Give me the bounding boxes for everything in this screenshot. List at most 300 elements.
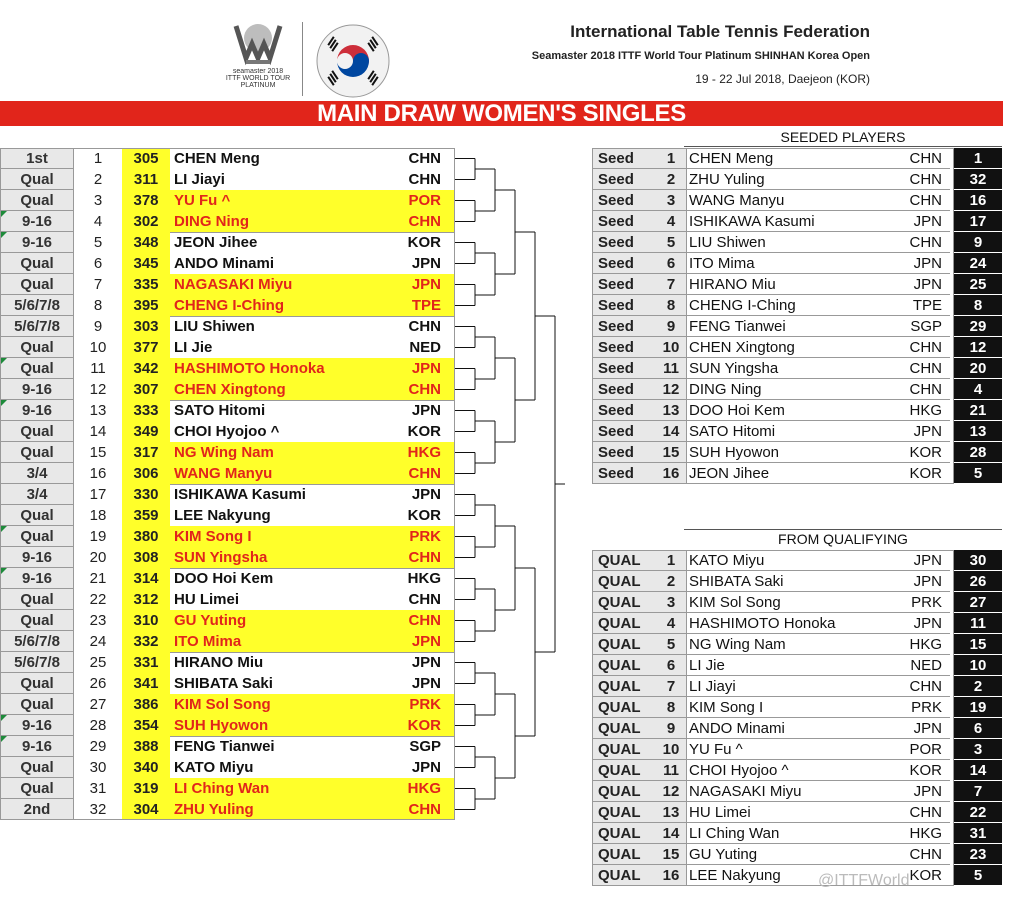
seeded-player-country: CHN	[909, 150, 942, 167]
qualifying-draw-position: 3	[954, 739, 1002, 760]
seeded-player-cell	[686, 253, 950, 274]
draw-seed-label-text: 3/4	[26, 486, 48, 503]
draw-position: 2	[93, 171, 103, 188]
draw-player-name: FENG Tianwei	[174, 738, 275, 755]
seeded-players-title: SEEDED PLAYERS	[780, 129, 906, 145]
draw-player-name: ZHU Yuling	[174, 801, 254, 818]
seeded-player-name: SATO Hitomi	[689, 423, 776, 440]
qualifying-row	[592, 697, 1002, 718]
qualifying-label: QUAL	[592, 697, 656, 718]
seeded-player-name: CHEN Xingtong	[689, 339, 795, 356]
seeded-player-country: TPE	[912, 297, 942, 314]
qualifying-player-country: HKG	[909, 825, 942, 842]
draw-seed-label-text: Qual	[20, 612, 54, 629]
draw-seed-label-text: 5/6/7/8	[14, 654, 60, 671]
draw-seed-label-text: 9-16	[21, 738, 53, 755]
event-date: 19 - 22 Jul 2018, Daejeon (KOR)	[695, 72, 870, 86]
draw-player-name: ITO Mima	[174, 633, 242, 650]
seeded-draw-position: 24	[954, 253, 1002, 274]
seeded-number: 5	[656, 232, 686, 253]
draw-position: 10	[89, 339, 107, 356]
draw-player-name: DING Ning	[174, 213, 249, 230]
qualifying-draw-position: 23	[954, 844, 1002, 865]
seeded-player-cell	[686, 211, 950, 232]
seeded-row	[592, 442, 1002, 463]
seeded-row	[592, 274, 1002, 295]
draw-position: 3	[93, 192, 103, 209]
seeded-number: 12	[656, 379, 686, 400]
seeded-player-country: CHN	[909, 192, 942, 209]
draw-player-id: 333	[122, 400, 170, 421]
draw-player-name: SHIBATA Saki	[174, 675, 273, 692]
qualifying-player-cell	[686, 844, 950, 865]
draw-seed-label-text: 9-16	[21, 402, 53, 419]
seeded-player-name: DOO Hoi Kem	[689, 402, 785, 419]
logo-line-2: ITTF WORLD TOUR	[225, 75, 291, 82]
draw-player-country: HKG	[407, 570, 441, 587]
seeded-label: Seed	[592, 232, 656, 253]
seeded-number: 10	[656, 337, 686, 358]
seeded-label: Seed	[592, 148, 656, 169]
seeded-number: 6	[656, 253, 686, 274]
qualifying-row	[592, 823, 1002, 844]
seeded-label: Seed	[592, 358, 656, 379]
seeded-row	[592, 358, 1002, 379]
draw-player-name: HU Limei	[174, 591, 240, 608]
seeded-draw-position: 21	[954, 400, 1002, 421]
qualifying-player-country: JPN	[913, 552, 942, 569]
seeded-draw-position: 1	[954, 148, 1002, 169]
draw-seed-label-text: 9-16	[21, 213, 53, 230]
draw-player-country: CHN	[408, 465, 441, 482]
org-name: International Table Tennis Federation	[570, 22, 870, 41]
qualifying-row	[592, 781, 1002, 802]
draw-seed-label-text: Qual	[20, 675, 54, 692]
draw-position: 23	[89, 612, 107, 629]
qualifying-player-country: CHN	[909, 804, 942, 821]
draw-player-name: CHEN Xingtong	[174, 381, 286, 398]
draw-player-id: 345	[122, 253, 170, 274]
draw-player-country: TPE	[411, 297, 441, 314]
seeded-player-cell	[686, 190, 950, 211]
seeded-draw-position: 8	[954, 295, 1002, 316]
draw-seed-label-text: 5/6/7/8	[14, 633, 60, 650]
draw-position: 7	[93, 276, 103, 293]
draw-player-id: 311	[122, 169, 170, 190]
seeded-player-name: SUN Yingsha	[689, 360, 779, 377]
seeded-player-country: CHN	[909, 360, 942, 377]
qualifying-draw-position: 15	[954, 634, 1002, 655]
qualifying-player-name: YU Fu ^	[689, 741, 743, 758]
qualifying-player-cell	[686, 802, 950, 823]
draw-player-name: JEON Jihee	[174, 234, 258, 251]
draw-player-id: 377	[122, 337, 170, 358]
seeded-label: Seed	[592, 316, 656, 337]
draw-player-id: 304	[122, 799, 170, 820]
qualifying-draw-position: 5	[954, 865, 1002, 886]
qualifying-row	[592, 613, 1002, 634]
draw-seed-label-text: Qual	[20, 444, 54, 461]
seeded-number: 11	[656, 358, 686, 379]
seeded-row	[592, 211, 1002, 232]
draw-player-country: JPN	[411, 675, 441, 692]
draw-player-country: HKG	[407, 444, 441, 461]
draw-seed-label-text: 2nd	[23, 801, 51, 818]
qualifying-label: QUAL	[592, 823, 656, 844]
qualifying-player-cell	[686, 634, 950, 655]
watermark: @ITTFWorld	[818, 872, 910, 889]
seeded-player-name: DING Ning	[689, 381, 762, 398]
draw-position: 4	[93, 213, 103, 230]
qualifying-player-country: JPN	[913, 783, 942, 800]
qualifying-label: QUAL	[592, 865, 656, 886]
qualifying-player-name: HASHIMOTO Honoka	[689, 615, 836, 632]
seeded-label: Seed	[592, 253, 656, 274]
seeded-player-country: JPN	[913, 255, 942, 272]
draw-seed-label-text: Qual	[20, 171, 54, 188]
draw-player-country: NED	[409, 339, 441, 356]
qualifying-number: 2	[656, 571, 686, 592]
qualifying-player-name: LI Jie	[689, 657, 725, 674]
qualifying-draw-position: 2	[954, 676, 1002, 697]
seeded-row	[592, 253, 1002, 274]
qualifying-number: 12	[656, 781, 686, 802]
draw-seed-label-text: Qual	[20, 360, 54, 377]
qualifying-row	[592, 550, 1002, 571]
draw-position: 15	[89, 444, 107, 461]
seeded-player-cell	[686, 463, 950, 484]
qualifying-player-cell	[686, 823, 950, 844]
seeded-player-country: JPN	[913, 423, 942, 440]
draw-player-name: GU Yuting	[174, 612, 247, 629]
qualifying-number: 16	[656, 865, 686, 886]
draw-player-country: CHN	[408, 801, 441, 818]
qualifying-row	[592, 571, 1002, 592]
qualifying-draw-position: 27	[954, 592, 1002, 613]
qualifying-number: 11	[656, 760, 686, 781]
seeded-player-country: JPN	[913, 276, 942, 293]
draw-seed-label-text: Qual	[20, 591, 54, 608]
draw-seed-label-text: 5/6/7/8	[14, 318, 60, 335]
main-draw-title: MAIN DRAW WOMEN'S SINGLES	[317, 100, 686, 127]
draw-seed-label-text: 9-16	[21, 381, 53, 398]
qualifying-number: 3	[656, 592, 686, 613]
seeded-player-country: CHN	[909, 171, 942, 188]
draw-player-country: KOR	[407, 507, 441, 524]
seeded-number: 1	[656, 148, 686, 169]
qualifying-draw-position: 31	[954, 823, 1002, 844]
seeded-label: Seed	[592, 274, 656, 295]
draw-player-id: 307	[122, 379, 170, 400]
draw-seed-label-text: 3/4	[26, 465, 48, 482]
seeded-row	[592, 316, 1002, 337]
draw-position: 9	[93, 318, 103, 335]
qualifying-number: 5	[656, 634, 686, 655]
draw-player-id: 306	[122, 463, 170, 484]
seeded-row	[592, 295, 1002, 316]
qualifying-player-name: ANDO Minami	[689, 720, 785, 737]
qualifying-player-name: SHIBATA Saki	[689, 573, 784, 590]
seeded-number: 13	[656, 400, 686, 421]
seeded-label: Seed	[592, 421, 656, 442]
draw-position: 19	[89, 528, 107, 545]
draw-player-id: 330	[122, 484, 170, 505]
seeded-title-underline	[684, 146, 1002, 147]
qualifying-player-cell	[686, 718, 950, 739]
draw-position: 14	[89, 423, 107, 440]
draw-player-name: LI Ching Wan	[174, 780, 270, 797]
qualifying-player-cell	[686, 697, 950, 718]
draw-player-id: 340	[122, 757, 170, 778]
draw-player-country: CHN	[408, 381, 441, 398]
draw-player-id: 317	[122, 442, 170, 463]
qualifying-row	[592, 676, 1002, 697]
seeded-player-name: WANG Manyu	[689, 192, 785, 209]
seeded-number: 4	[656, 211, 686, 232]
seeded-draw-position: 9	[954, 232, 1002, 253]
draw-player-id: 349	[122, 421, 170, 442]
qualifying-player-country: KOR	[909, 867, 942, 884]
event-name: Seamaster 2018 ITTF World Tour Platinum SHINHAN Korea Open	[531, 50, 870, 62]
draw-player-id: 380	[122, 526, 170, 547]
qualifying-player-name: NAGASAKI Miyu	[689, 783, 802, 800]
draw-seed-label-text: Qual	[20, 528, 54, 545]
qualifying-player-country: JPN	[913, 573, 942, 590]
draw-player-id: 331	[122, 652, 170, 673]
draw-position: 24	[89, 633, 107, 650]
seeded-number: 14	[656, 421, 686, 442]
draw-player-country: CHN	[408, 612, 441, 629]
draw-player-name: SUH Hyowon	[174, 717, 269, 734]
seeded-draw-position: 25	[954, 274, 1002, 295]
draw-position: 5	[93, 234, 103, 251]
qualifying-player-name: KIM Sol Song	[689, 594, 781, 611]
qualifying-row	[592, 634, 1002, 655]
seeded-player-name: JEON Jihee	[689, 465, 770, 482]
seeded-row	[592, 421, 1002, 442]
seeded-label: Seed	[592, 463, 656, 484]
qualifying-label: QUAL	[592, 592, 656, 613]
seeded-label: Seed	[592, 379, 656, 400]
seeded-draw-position: 16	[954, 190, 1002, 211]
qualifying-row	[592, 802, 1002, 823]
draw-player-id: 305	[122, 148, 170, 169]
seeded-player-name: LIU Shiwen	[689, 234, 766, 251]
draw-seed-label-text: Qual	[20, 759, 54, 776]
qualifying-label: QUAL	[592, 739, 656, 760]
qualifying-player-name: LI Jiayi	[689, 678, 736, 695]
seeded-row	[592, 148, 1002, 169]
draw-seed-label-text: Qual	[20, 780, 54, 797]
qualifying-number: 1	[656, 550, 686, 571]
draw-player-country: CHN	[408, 549, 441, 566]
logo-line-3: PLATINUM	[240, 82, 276, 89]
qualifying-number: 4	[656, 613, 686, 634]
seeded-player-name: FENG Tianwei	[689, 318, 786, 335]
seeded-draw-position: 13	[954, 421, 1002, 442]
draw-player-name: CHOI Hyojoo ^	[174, 423, 280, 440]
draw-player-country: KOR	[407, 423, 441, 440]
qualifying-player-country: CHN	[909, 846, 942, 863]
draw-position: 25	[89, 654, 107, 671]
qualifying-player-country: PRK	[911, 594, 942, 611]
draw-position: 30	[89, 759, 107, 776]
draw-player-id: 348	[122, 232, 170, 253]
seeded-player-cell	[686, 358, 950, 379]
draw-seed-label-text: 1st	[26, 150, 48, 167]
qualifying-label: QUAL	[592, 760, 656, 781]
qualifying-number: 14	[656, 823, 686, 844]
draw-position: 6	[93, 255, 103, 272]
qualifying-label: QUAL	[592, 676, 656, 697]
seeded-draw-position: 5	[954, 463, 1002, 484]
qualifying-draw-position: 26	[954, 571, 1002, 592]
seeded-player-cell	[686, 148, 950, 169]
seeded-player-country: KOR	[909, 444, 942, 461]
draw-player-id: 308	[122, 547, 170, 568]
qualifying-label: QUAL	[592, 802, 656, 823]
qualifying-player-name: CHOI Hyojoo ^	[689, 762, 789, 779]
qualifying-row	[592, 718, 1002, 739]
draw-player-name: LI Jiayi	[174, 171, 225, 188]
draw-seed-label-text: Qual	[20, 276, 54, 293]
seeded-player-name: CHENG I-Ching	[689, 297, 796, 314]
draw-seed-label-text: 9-16	[21, 234, 53, 251]
draw-player-country: JPN	[411, 654, 441, 671]
seeded-row	[592, 169, 1002, 190]
qualifying-draw-position: 7	[954, 781, 1002, 802]
seeded-label: Seed	[592, 442, 656, 463]
draw-player-name: HIRANO Miu	[174, 654, 264, 671]
qualifying-number: 6	[656, 655, 686, 676]
draw-position: 12	[89, 381, 107, 398]
qualifying-player-name: LEE Nakyung	[689, 867, 781, 884]
seeded-player-name: ITO Mima	[689, 255, 755, 272]
seeded-draw-position: 32	[954, 169, 1002, 190]
draw-player-country: JPN	[411, 402, 441, 419]
seeded-player-cell	[686, 337, 950, 358]
draw-player-id: 310	[122, 610, 170, 631]
qualifying-row	[592, 655, 1002, 676]
draw-player-country: JPN	[411, 276, 441, 293]
draw-player-country: KOR	[407, 717, 441, 734]
draw-position: 22	[89, 591, 107, 608]
draw-player-country: JPN	[411, 759, 441, 776]
draw-player-name: SATO Hitomi	[174, 402, 266, 419]
seeded-number: 9	[656, 316, 686, 337]
from-qualifying-title: FROM QUALIFYING	[778, 531, 908, 547]
seeded-player-cell	[686, 274, 950, 295]
qualifying-row	[592, 844, 1002, 865]
draw-player-country: PRK	[409, 696, 441, 713]
qualifying-player-country: JPN	[913, 615, 942, 632]
qualifying-number: 7	[656, 676, 686, 697]
draw-player-id: 303	[122, 316, 170, 337]
qualifying-player-country: KOR	[909, 762, 942, 779]
draw-seed-label-text: Qual	[20, 255, 54, 272]
qualifying-player-name: LI Ching Wan	[689, 825, 780, 842]
qualifying-player-country: PRK	[911, 699, 942, 716]
qualifying-player-country: POR	[909, 741, 942, 758]
draw-position: 13	[89, 402, 107, 419]
draw-player-country: POR	[408, 192, 441, 209]
qualifying-player-cell	[686, 676, 950, 697]
qualifying-player-country: JPN	[913, 720, 942, 737]
draw-player-name: KIM Song I	[174, 528, 252, 545]
qualifying-draw-position: 19	[954, 697, 1002, 718]
qualifying-label: QUAL	[592, 655, 656, 676]
draw-player-country: HKG	[407, 780, 441, 797]
qualifying-number: 8	[656, 697, 686, 718]
draw-player-name: HASHIMOTO Honoka	[174, 360, 325, 377]
seeded-row	[592, 463, 1002, 484]
seeded-row	[592, 379, 1002, 400]
draw-seed-label-text: Qual	[20, 423, 54, 440]
seeded-player-name: ZHU Yuling	[689, 171, 765, 188]
seeded-player-cell	[686, 295, 950, 316]
draw-position: 21	[89, 570, 107, 587]
draw-player-id: 388	[122, 736, 170, 757]
seeded-player-name: SUH Hyowon	[689, 444, 780, 461]
seeded-player-cell	[686, 400, 950, 421]
draw-position: 32	[89, 801, 107, 818]
seeded-player-country: HKG	[909, 402, 942, 419]
seeded-row	[592, 400, 1002, 421]
draw-player-country: CHN	[408, 150, 441, 167]
draw-player-country: JPN	[411, 633, 441, 650]
draw-seed-label-text: 9-16	[21, 570, 53, 587]
draw-player-name: NG Wing Nam	[174, 444, 274, 461]
qualifying-player-cell	[686, 655, 950, 676]
draw-position: 29	[89, 738, 107, 755]
draw-seed-label-text: 9-16	[21, 717, 53, 734]
draw-player-id: 386	[122, 694, 170, 715]
qualifying-label: QUAL	[592, 718, 656, 739]
draw-player-name: YU Fu ^	[174, 192, 231, 209]
seeded-row	[592, 337, 1002, 358]
draw-player-id: 341	[122, 673, 170, 694]
draw-player-country: SGP	[409, 738, 441, 755]
draw-player-name: LIU Shiwen	[174, 318, 255, 335]
qualifying-label: QUAL	[592, 634, 656, 655]
seeded-player-cell	[686, 421, 950, 442]
qualifying-player-cell	[686, 613, 950, 634]
qualifying-player-cell	[686, 739, 950, 760]
qualifying-draw-position: 10	[954, 655, 1002, 676]
draw-seed-label-text: 9-16	[21, 549, 53, 566]
seeded-draw-position: 17	[954, 211, 1002, 232]
qualifying-player-cell	[686, 781, 950, 802]
draw-player-id: 312	[122, 589, 170, 610]
qualifying-number: 15	[656, 844, 686, 865]
qualifying-player-name: KATO Miyu	[689, 552, 765, 569]
draw-player-id: 302	[122, 211, 170, 232]
draw-position: 8	[93, 297, 103, 314]
logo-line-1: seamaster 2018	[232, 68, 284, 75]
draw-player-id: 332	[122, 631, 170, 652]
seeded-player-country: SGP	[910, 318, 942, 335]
qualifying-label: QUAL	[592, 844, 656, 865]
draw-player-id: 319	[122, 778, 170, 799]
draw-player-country: JPN	[411, 360, 441, 377]
draw-player-name: KIM Sol Song	[174, 696, 271, 713]
draw-position: 28	[89, 717, 107, 734]
draw-player-country: CHN	[408, 591, 441, 608]
draw-player-id: 314	[122, 568, 170, 589]
qualifying-title-overline	[684, 529, 1002, 530]
draw-player-country: CHN	[408, 171, 441, 188]
seeded-draw-position: 4	[954, 379, 1002, 400]
